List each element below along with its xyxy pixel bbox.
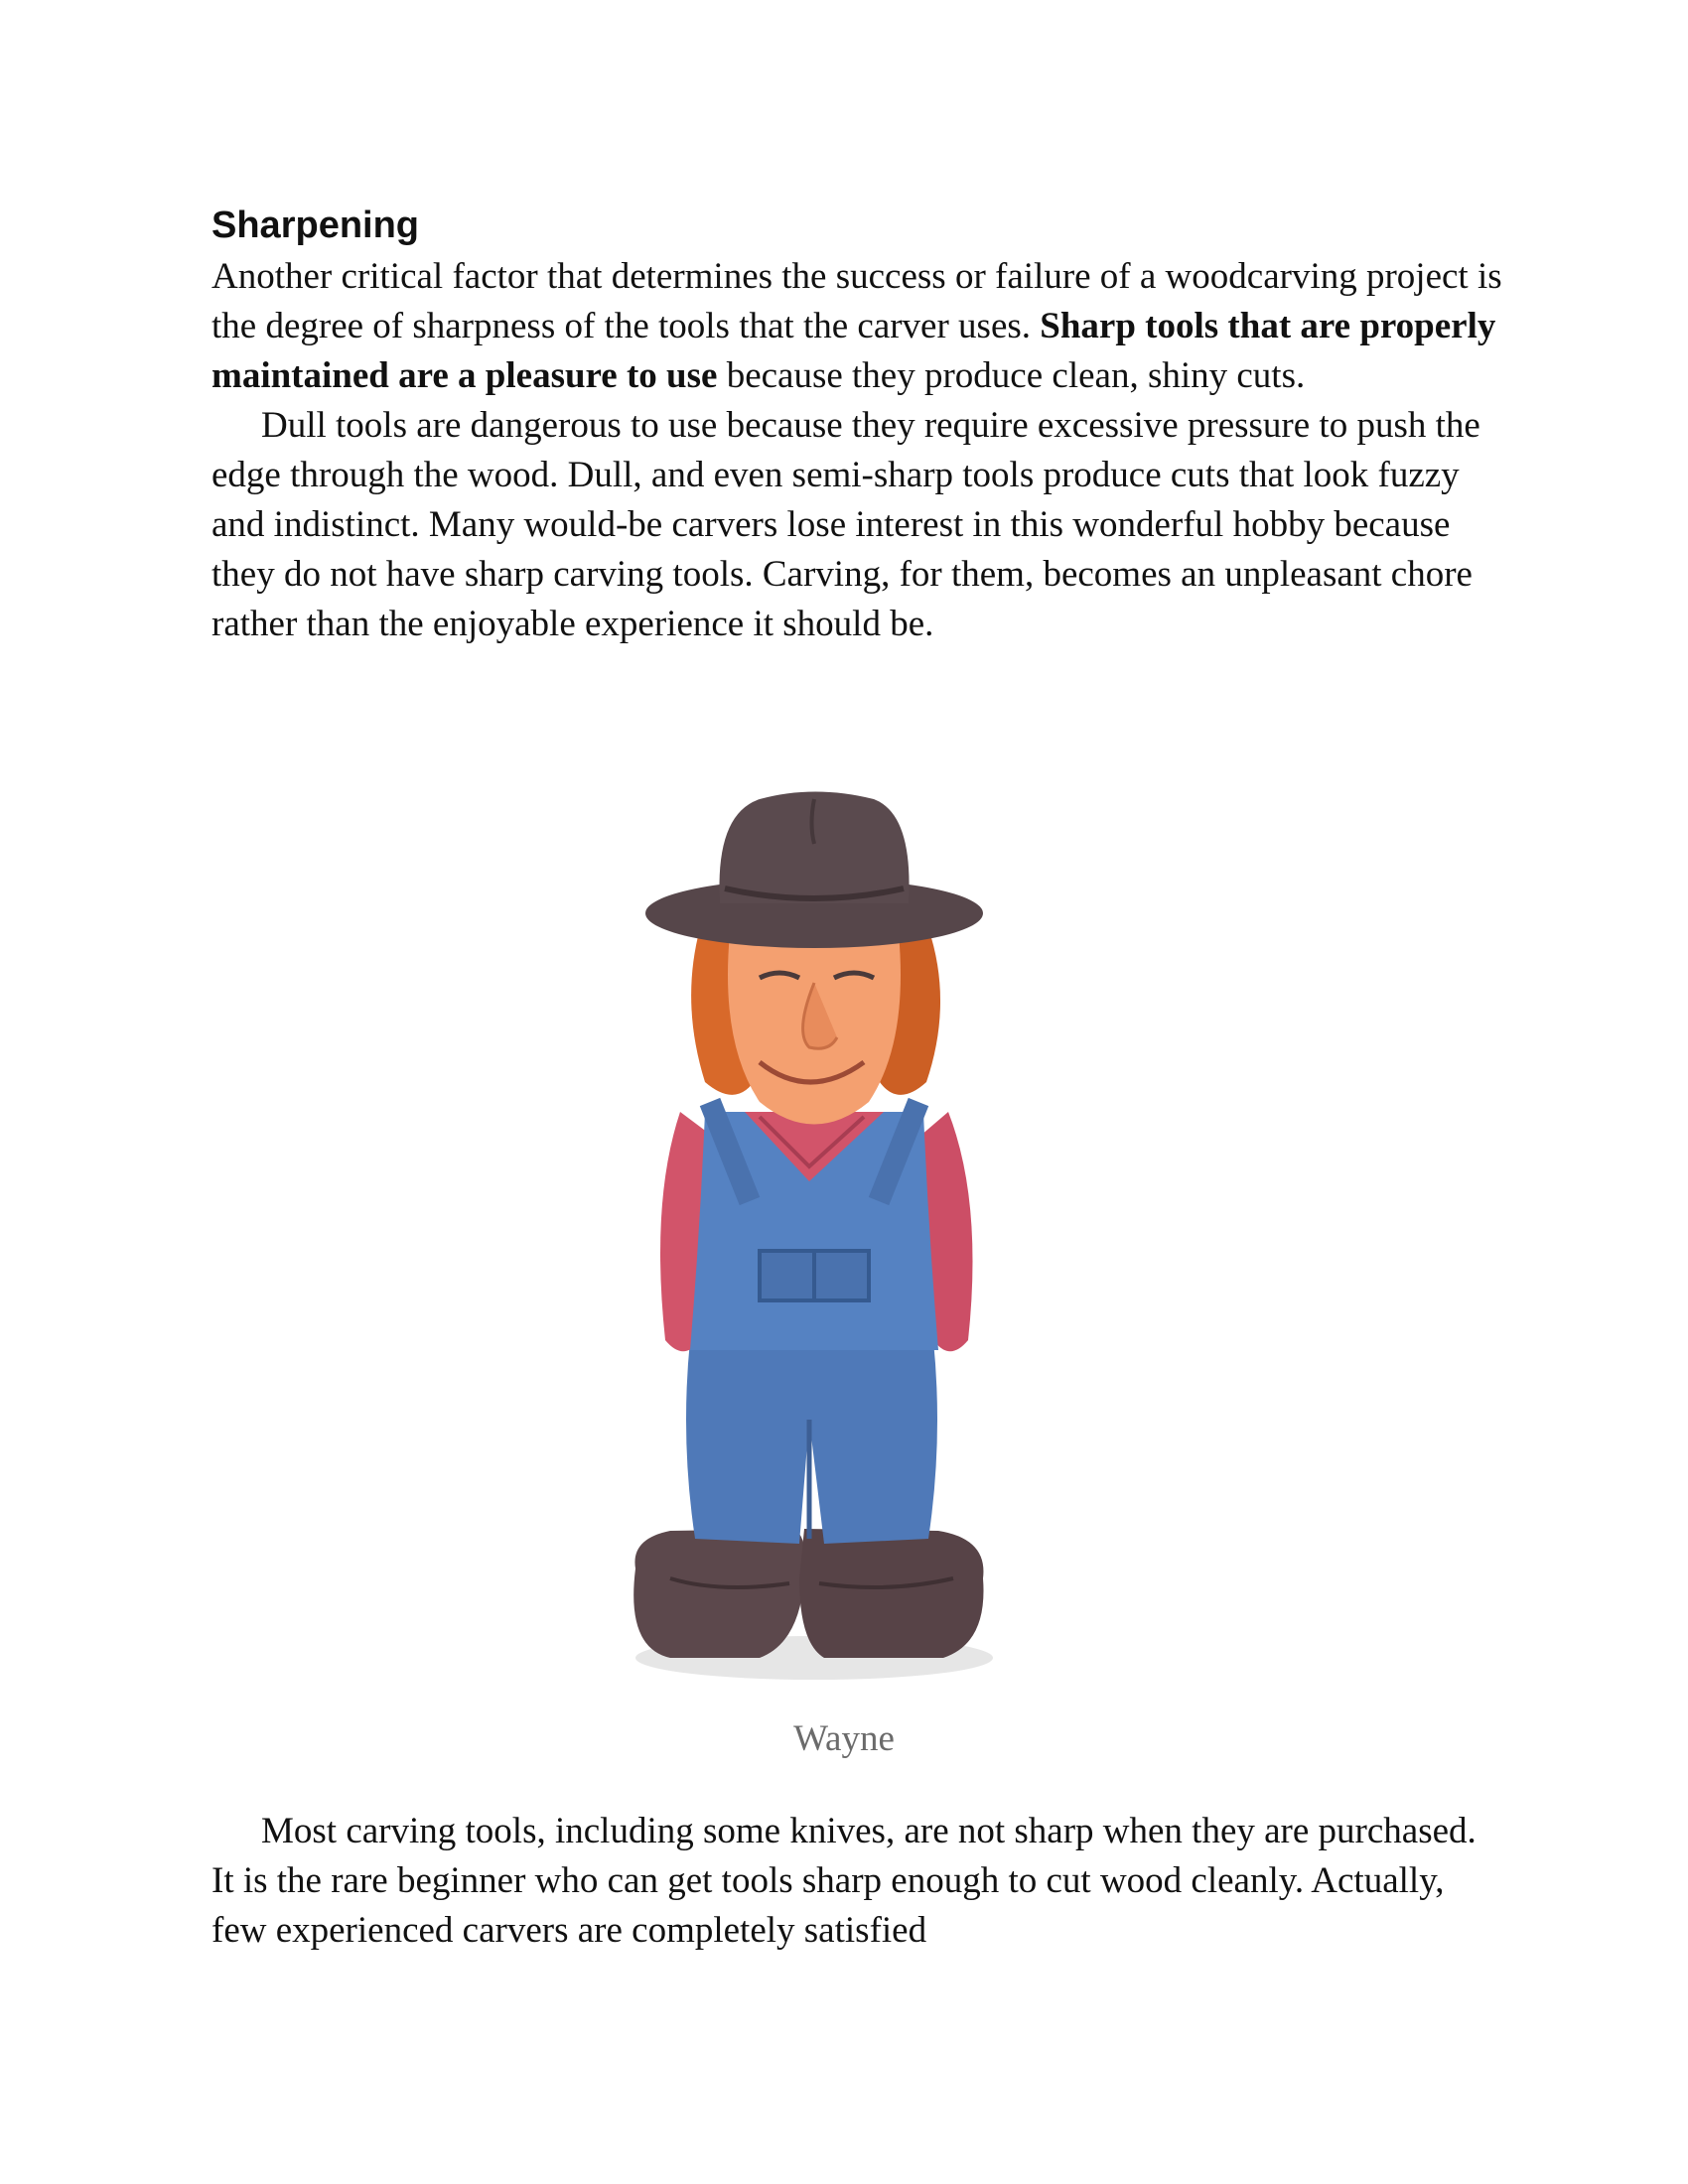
carved-farmer-figure [611, 784, 1018, 1693]
section-heading: Sharpening [211, 205, 420, 246]
paragraph-intro-end: because they produce clean, shiny cuts. [717, 355, 1306, 396]
woodcarving-figure-photo [611, 784, 1018, 1693]
figure-caption: Wayne [793, 1718, 895, 1759]
paragraph-intro [211, 252, 1502, 401]
paragraph-intro-start: Another critical factor that determines the success or failure of a woodcarving project is the degree of sharpness of the tools that the carver uses. [211, 256, 1502, 346]
paragraph-continuation: Most carving tools, including some knives, are not sharp when they are purchased. It is the rare beginner who can get tools sharp enough to cut wood cleanly. Actually, few experienced carvers are completely satisfied [211, 1811, 1477, 1951]
text-block-top [211, 199, 1502, 649]
text-block-bottom [211, 1807, 1502, 1956]
paragraph-dull-tools: Dull tools are dangerous to use because they require excessive pressure to push the edge through the wood. Dull, and even semi-sharp tools produce cuts that look fuzzy and indistinct. Many would-be carvers lose interest in this wonderful hobby because they do not have sharp carving tools. Carving, for them, becomes an unpleasant chore rather than the enjoyable experience it should be. [211, 405, 1480, 644]
paragraph-intro-bold: Sharp tools that are properly maintained are a pleasure to use [211, 306, 1496, 396]
